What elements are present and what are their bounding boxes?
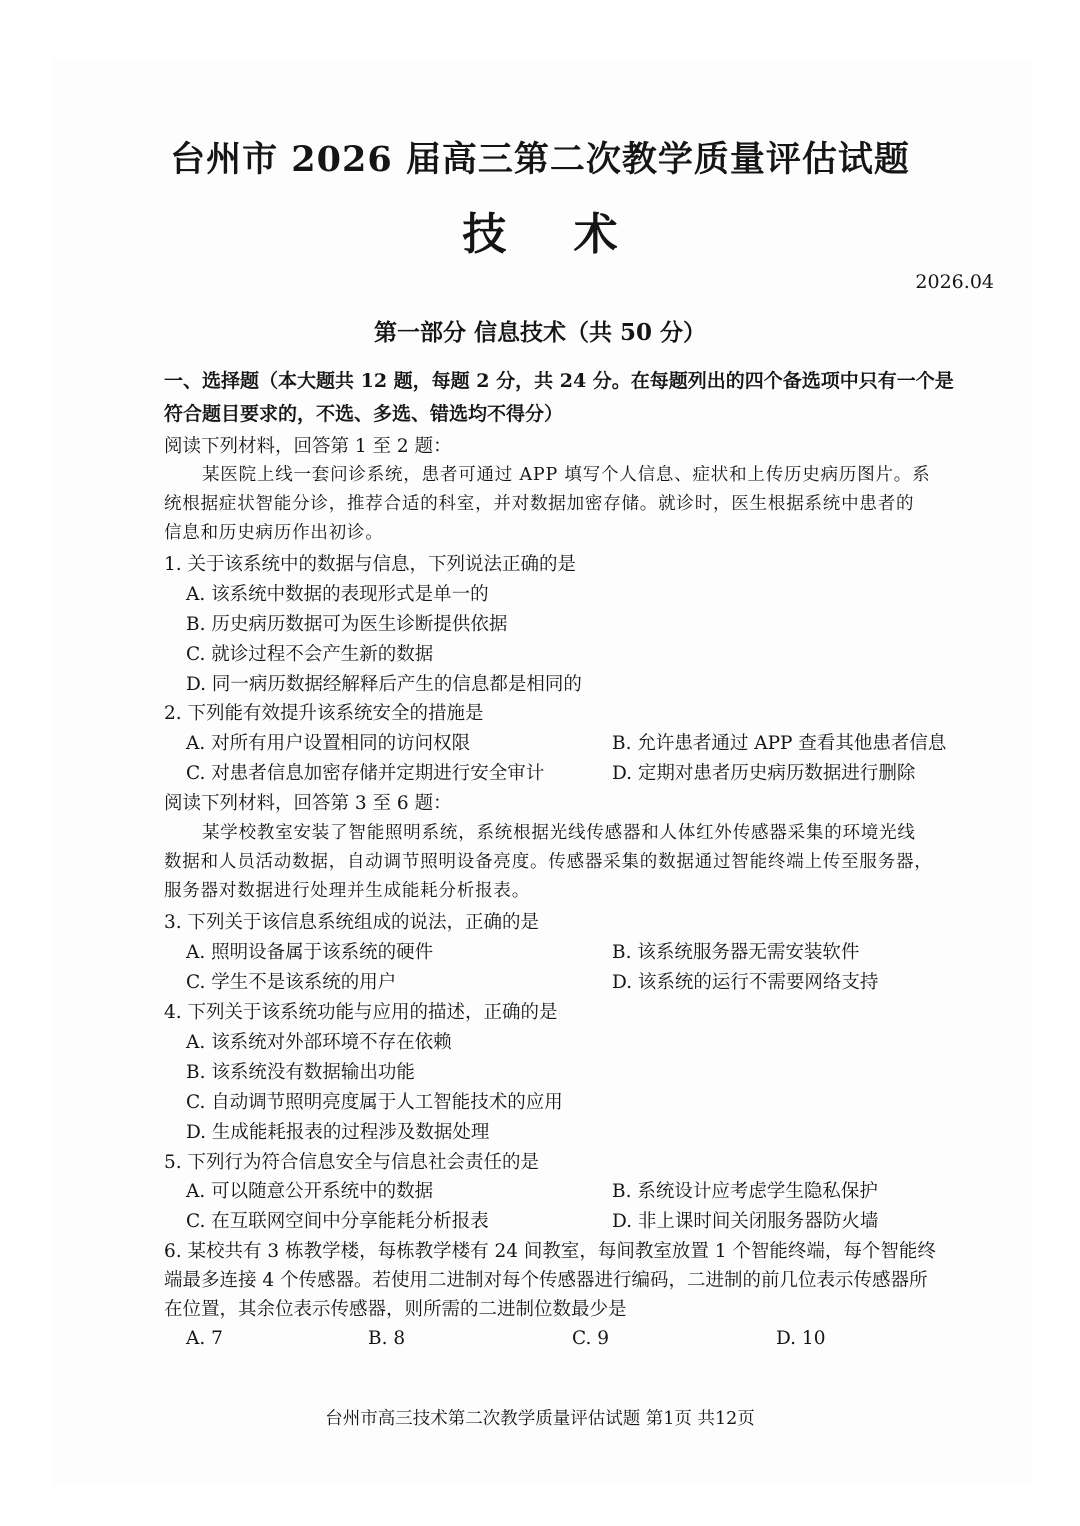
exam-title: 台州市 2026 届高三第二次教学质量评估试题 — [170, 139, 910, 180]
question-3-option-a: A. 照明设备属于该系统的硬件 — [186, 942, 434, 963]
question-1-option-a: A. 该系统中数据的表现形式是单一的 — [186, 584, 489, 605]
material2-text: 数据和人员活动数据，自动调节照明设备亮度。传感器采集的数据通过智能终端上传至服务器， — [164, 852, 933, 872]
question-5-option-c: C. 在互联网空间中分享能耗分析报表 — [186, 1211, 489, 1232]
subject-title: 技 术 — [462, 209, 644, 260]
section-heading-line1: 一、选择题（本大题共 12 题，每题 2 分，共 24 分。在每题列出的四个备选项中只有一个是 — [164, 370, 954, 392]
question-4-option-a: A. 该系统对外部环境不存在依赖 — [186, 1032, 452, 1053]
question-5-option-a: A. 可以随意公开系统中的数据 — [186, 1181, 434, 1202]
question-2-option-d: D. 定期对患者历史病历数据进行删除 — [612, 763, 916, 784]
question-2-option-b: B. 允许患者通过 APP 查看其他患者信息 — [612, 733, 947, 754]
question-6-stem: 6. 某校共有 3 栋教学楼，每栋教学楼有 24 间教室，每间教室放置 1 个智能终端，每个智能终 — [164, 1241, 936, 1262]
section-heading-line2: 符合题目要求的，不选、多选、错选均不得分） — [164, 403, 564, 425]
material2-text: 某学校教室安装了智能照明系统，系统根据光线传感器和人体红外传感器采集的环境光线 — [202, 823, 916, 843]
question-6-option-b: B. 8 — [368, 1328, 406, 1349]
part-heading: 第一部分 信息技术（共 50 分） — [373, 319, 707, 346]
question-6-option-a: A. 7 — [186, 1328, 223, 1349]
question-5-option-b: B. 系统设计应考虑学生隐私保护 — [612, 1181, 878, 1202]
question-3-stem: 3. 下列关于该信息系统组成的说法，正确的是 — [164, 912, 540, 933]
question-4-option-c: C. 自动调节照明亮度属于人工智能技术的应用 — [186, 1092, 563, 1113]
material2-text: 服务器对数据进行处理并生成能耗分析报表。 — [164, 881, 530, 901]
question-6-stem: 在位置，其余位表示传感器，则所需的二进制位数最少是 — [164, 1299, 627, 1320]
material1-intro: 阅读下列材料，回答第 1 至 2 题： — [164, 436, 452, 457]
page-footer: 台州市高三技术第二次教学质量评估试题 第1页 共12页 — [325, 1409, 755, 1429]
material1-text: 统根据症状智能分诊，推荐合适的科室，并对数据加密存储。就诊时，医生根据系统中患者的 — [164, 494, 915, 514]
question-4-option-b: B. 该系统没有数据输出功能 — [186, 1062, 415, 1083]
question-1-stem: 1. 关于该系统中的数据与信息，下列说法正确的是 — [164, 554, 577, 575]
question-2-option-a: A. 对所有用户设置相同的访问权限 — [186, 733, 471, 754]
question-6-option-d: D. 10 — [776, 1328, 826, 1349]
material2-intro: 阅读下列材料，回答第 3 至 6 题： — [164, 793, 452, 814]
question-5-option-d: D. 非上课时间关闭服务器防火墙 — [612, 1211, 879, 1232]
question-2-option-c: C. 对患者信息加密存储并定期进行安全审计 — [186, 763, 545, 784]
question-4-stem: 4. 下列关于该系统功能与应用的描述，正确的是 — [164, 1002, 558, 1023]
exam-date: 2026.04 — [915, 271, 994, 293]
question-4-option-d: D. 生成能耗报表的过程涉及数据处理 — [186, 1122, 490, 1143]
question-2-stem: 2. 下列能有效提升该系统安全的措施是 — [164, 703, 484, 724]
question-3-option-b: B. 该系统服务器无需安装软件 — [612, 942, 860, 963]
question-5-stem: 5. 下列行为符合信息安全与信息社会责任的是 — [164, 1152, 540, 1173]
question-3-option-c: C. 学生不是该系统的用户 — [186, 972, 397, 993]
question-6-stem: 端最多连接 4 个传感器。若使用二进制对每个传感器进行编码，二进制的前几位表示传感器所 — [164, 1270, 928, 1291]
material1-text: 某医院上线一套问诊系统，患者可通过 APP 填写个人信息、症状和上传历史病历图片。系 — [202, 465, 931, 485]
question-6-option-c: C. 9 — [572, 1328, 610, 1349]
material1-text: 信息和历史病历作出初诊。 — [164, 523, 384, 543]
question-1-option-d: D. 同一病历数据经解释后产生的信息都是相同的 — [186, 674, 582, 695]
question-3-option-d: D. 该系统的运行不需要网络支持 — [612, 972, 879, 993]
question-1-option-b: B. 历史病历数据可为医生诊断提供依据 — [186, 614, 508, 635]
question-1-option-c: C. 就诊过程不会产生新的数据 — [186, 644, 434, 665]
